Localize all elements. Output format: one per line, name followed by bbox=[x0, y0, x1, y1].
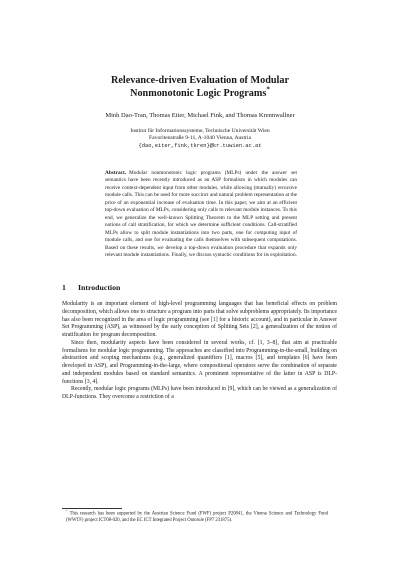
affiliation-block bbox=[0, 128, 400, 150]
affiliation-email: {dao,eiter,fink,tkren}@kr.tuwien.ac.at bbox=[138, 142, 262, 149]
footnote bbox=[66, 511, 328, 525]
footnote-text: This research has been supported by the Austrian Science Fund (FWF) project P20841, the Vienna Science and Technology Fund (WWTF) project ICT08-020, and the EC ICT Integrated Project Ontorule (FP7 231875). bbox=[66, 511, 328, 524]
author-list: Minh Dao-Tran, Thomas Eiter, Michael Fink, and Thomas Krennwallner bbox=[105, 112, 295, 119]
paragraph: Modularity is an important element of high-level programming languages that has beneficial effects on problem decomposition, which allows one to structure a program into parts that solve subproblems appropriately. Its importance has also been recognized in the area of logic programming (see [1] for a historic account), and in particular in Answer Set Programming (ASP), as witnessed by the early conception of Splitting Sets [2], a generalization of the notion of stratification for program decomposition. bbox=[62, 301, 337, 338]
paper-title bbox=[0, 74, 400, 100]
title-line-2-text: Nonmonotonic Logic Programs bbox=[130, 88, 267, 99]
title-footnote-mark: * bbox=[266, 85, 270, 94]
paragraph: Recently, modular logic programs (MLPs) have been introduced in [9], which can be viewed as a generalization of DLP-functions. They overcome a restriction of a bbox=[62, 386, 337, 400]
affiliation-address: Favoritenstraße 9-11, A-1040 Vienna, Austria bbox=[149, 135, 251, 142]
title-line-2 bbox=[0, 87, 400, 100]
section-title: Introduction bbox=[78, 283, 121, 292]
section-number: 1 bbox=[62, 283, 66, 292]
section-heading bbox=[62, 283, 120, 293]
introduction-body bbox=[62, 301, 337, 402]
affiliation-institute: Institut für Informationssysteme, Technische Universität Wien bbox=[130, 128, 270, 134]
title-line-1: Relevance-driven Evaluation of Modular bbox=[111, 75, 289, 86]
footnote-divider bbox=[62, 508, 122, 509]
abstract-label: Abstract. bbox=[105, 170, 127, 176]
footnote-mark: * bbox=[66, 509, 68, 513]
abstract-text: Modular nonmonotonic logic programs (MLPs) under the answer set semantics have been recently introduced as an ASP formalism in which modules can receive context-dependent input from other modules, while allowing (mutually) recursive module calls. This can be used for more succinct and natural problem representation at the price of an exponential increase of evaluation time. In this paper, we aim at an efficient top-down evaluation of MLPs, considering only calls to relevant module instances. To this end, we generalize the well-known Splitting Theorem to the MLP setting and present notions of call stratification, for which we determine sufficient conditions. Call-stratified MLPs allow to split module instantiations into two parts, one for computing input of module calls, and one for evaluating the calls themselves with subsequent computations. Based on these results, we develop a top-down evaluation procedure that expands only relevant module instantiations. Finally, we discuss syntactic conditions for its exploitation. bbox=[105, 170, 297, 258]
abstract bbox=[105, 170, 297, 259]
paragraph: Since then, modularity aspects have been considered in several works, cf. [1, 3–8], that aim at practicable formalisms for modular logic programming. The approaches are classified into Programming-in-the-small, building on abstraction and scoping mechanisms (e.g., generalized quantifiers [1], macros [5], and templates [6] have been developed in ASP), and Programming-in-the-large, where compositional operators serve the combination of separate and independent modules based on standard semantics. A prominent representative of the latter in ASP is DLP-functions [3, 4]. bbox=[62, 339, 337, 385]
